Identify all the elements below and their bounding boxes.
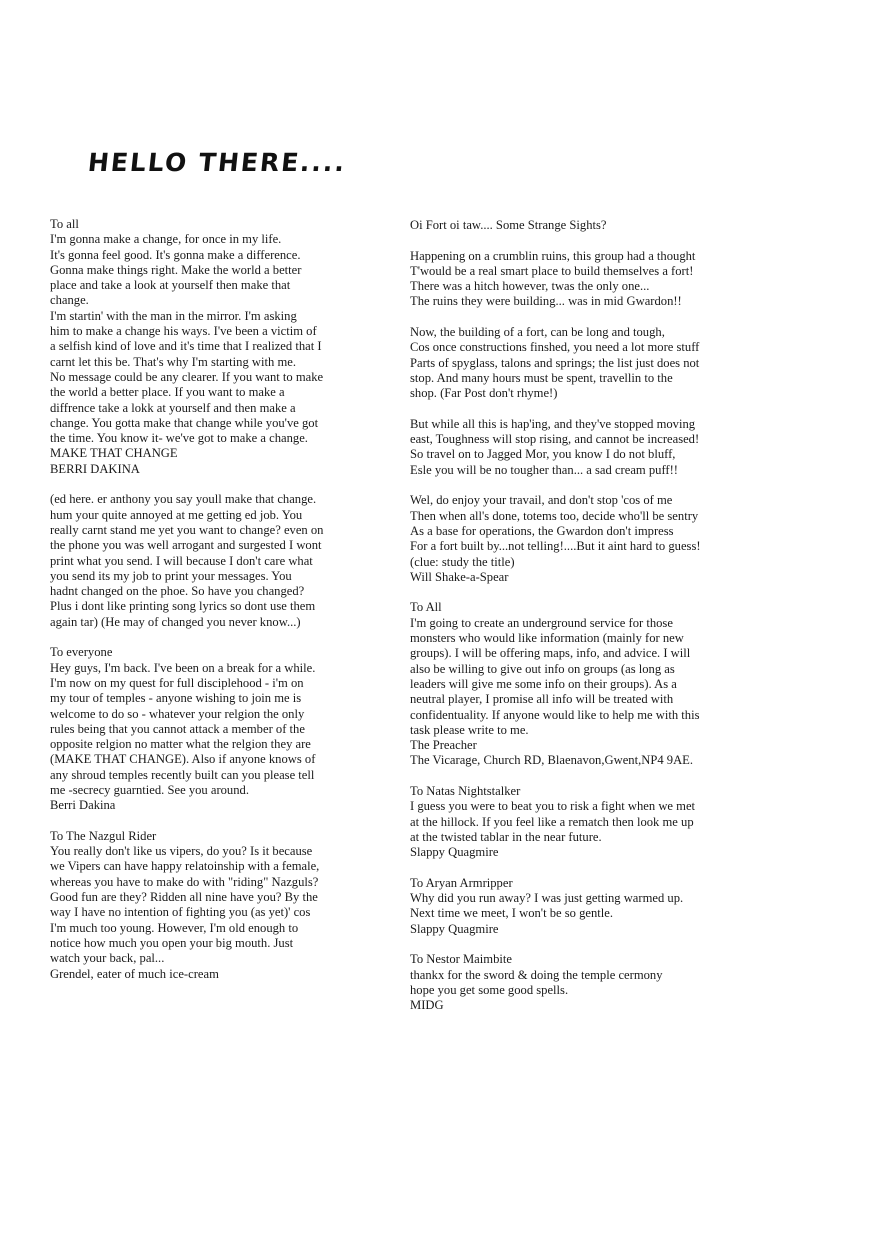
text-line: shop. (Far Post don't rhyme!) (410, 386, 558, 401)
text-line: (ed here. er anthony you say youll make that change. (50, 492, 317, 507)
text-line: Gonna make things right. Make the world a better (50, 262, 302, 277)
text-line: place and take a look at yourself then make that (50, 278, 291, 293)
left-message-3 (50, 645, 390, 813)
text-line: But while all this is hap'ing, and they've stopped moving (410, 416, 696, 431)
text-line: BERRI DAKINA (50, 461, 140, 476)
text-line: So travel on to Jagged Mor, you know I do not bluff, (410, 447, 676, 462)
text-line: Esle you will be no tougher than... a sad cream puff!! (410, 462, 679, 477)
right-column (410, 218, 778, 1029)
text-line: me -secrecy guarntied. See you around. (50, 782, 249, 797)
text-line: Now, the building of a fort, can be long and tough, (410, 325, 665, 340)
text-line: we Vipers can have happy relatoinship with a female, (50, 859, 320, 874)
text-line: hope you get some good spells. (410, 982, 569, 997)
text-line: The Preacher (410, 738, 477, 753)
text-line: T'would be a real smart place to build themselves a fort! (410, 263, 694, 278)
right-message-2 (410, 249, 778, 310)
right-message-8 (410, 876, 778, 937)
right-message-3 (410, 325, 778, 401)
left-message-1 (50, 217, 390, 477)
text-line: To The Nazgul Rider (50, 828, 157, 843)
text-line: Oi Fort oi taw.... Some Strange Sights? (410, 218, 607, 232)
left-column (50, 217, 390, 997)
text-line: him to make a change his ways. I've been a victim of (50, 324, 317, 339)
text-line: print what you send. I will because I don't care what (50, 553, 313, 568)
text-line: I'm going to create an underground service for those (410, 615, 673, 630)
text-line: (MAKE THAT CHANGE). Also if anyone knows of (50, 752, 316, 767)
text-line: No message could be any clearer. If you want to make (50, 369, 324, 384)
text-line: my tour of temples - anyone wishing to join me is (50, 691, 302, 706)
left-message-2 (50, 492, 390, 630)
text-line: monsters who would like information (mainly for new (410, 631, 684, 646)
text-line: I'm gonna make a change, for once in my life. (50, 232, 282, 247)
text-line: MIDG (410, 998, 444, 1013)
left-message-4 (50, 829, 390, 982)
text-line: diffrence take a lokk at yourself and then make a (50, 400, 296, 415)
text-line: way I have no intention of fighting you (as yet)' cos (50, 905, 311, 920)
text-line: As a base for operations, the Gwardon don't impress (410, 523, 674, 538)
right-message-6 (410, 600, 778, 768)
text-line: really carnt stand me yet you want to change? even on (50, 522, 324, 537)
text-line: To all (50, 217, 79, 231)
text-line: at the hillock. If you feel like a rematch then look me up (410, 814, 694, 829)
text-line: Then when all's done, totems too, decide who'll be sentry (410, 508, 699, 523)
text-line: Good fun are they? Ridden all nine have you? By the (50, 890, 318, 905)
text-line: again tar) (He may of changed you never know...) (50, 614, 301, 629)
text-line: It's gonna feel good. It's gonna make a difference. (50, 247, 301, 262)
text-line: welcome to do so - whatever your relgion the only (50, 706, 305, 721)
text-line: Parts of spyglass, talons and springs; the list just does not (410, 355, 700, 370)
text-line: the time. You know it- we've got to make a change. (50, 431, 308, 446)
text-line: Happening on a crumblin ruins, this group had a thought (410, 248, 696, 263)
text-line: confidentuality. If anyone would like to help me with this (410, 707, 700, 722)
text-line: you send its my job to print your messages. You (50, 568, 292, 583)
text-line: Will Shake-a-Spear (410, 569, 509, 584)
text-line: (clue: study the title) (410, 554, 515, 569)
text-line: opposite relgion no matter what the relgion they are (50, 737, 311, 752)
text-line: leaders will give me some info on their groups). As a (410, 676, 677, 691)
text-line: I'm now on my quest for full disciplehood - i'm on (50, 675, 304, 690)
text-line: at the twisted tablar in the near future. (410, 829, 602, 844)
text-line: rules being that you cannot attack a member of the (50, 721, 305, 736)
text-line: To All (410, 600, 442, 615)
right-message-7 (410, 784, 778, 860)
text-line: watch your back, pal... (50, 951, 165, 966)
text-line: Wel, do enjoy your travail, and don't stop 'cos of me (410, 493, 673, 508)
text-line: notice how much you open your big mouth. Just (50, 935, 294, 950)
text-line: To everyone (50, 645, 113, 660)
text-line: task please write to me. (410, 722, 529, 737)
text-line: I'm much too young. However, I'm old enough to (50, 920, 299, 935)
text-line: The Vicarage, Church RD, Blaenavon,Gwent,NP4 9AE. (410, 753, 694, 768)
text-line: Hey guys, I'm back. I've been on a break for a while. (50, 660, 316, 675)
text-line: east, Toughness will stop rising, and cannot be increased! (410, 432, 700, 447)
text-line: To Nestor Maimbite (410, 952, 512, 967)
text-line: groups). I will be offering maps, info, and advice. I will (410, 646, 691, 661)
text-line: Cos once constructions finshed, you need a lot more stuff (410, 340, 700, 355)
text-line: There was a hitch however, twas the only one... (410, 279, 650, 294)
text-line: Slappy Quagmire (410, 845, 499, 860)
right-message-1 (410, 218, 778, 233)
text-line: a selfish kind of love and it's time that I realized that I (50, 339, 322, 354)
text-line: whereas you have to make do with "riding" Nazguls? (50, 874, 319, 889)
text-line: change. You gotta make that change while you've got (50, 415, 319, 430)
text-line: change. (50, 293, 89, 308)
text-line: I'm startin' with the man in the mirror. I'm asking (50, 308, 297, 323)
right-message-5 (410, 493, 778, 585)
right-message-4 (410, 417, 778, 478)
text-line: hadnt changed on the phoe. So have you changed? (50, 584, 305, 599)
text-line: also be willing to give out info on groups (as long as (410, 661, 675, 676)
text-line: To Aryan Armripper (410, 875, 513, 890)
text-line: any shroud temples recently built can you please tell (50, 767, 315, 782)
text-line: MAKE THAT CHANGE (50, 446, 178, 461)
text-line: You really don't like us vipers, do you? Is it because (50, 844, 313, 859)
text-line: the world a better place. If you want to make a (50, 385, 285, 400)
text-line: To Natas Nightstalker (410, 783, 521, 798)
text-line: neutral player, I promise all info will be treated with (410, 692, 674, 707)
right-message-9 (410, 952, 778, 1013)
text-line: thankx for the sword & doing the temple cermony (410, 967, 663, 982)
text-line: hum your quite annoyed at me getting ed job. You (50, 507, 303, 522)
text-line: Why did you run away? I was just getting warmed up. (410, 891, 684, 906)
text-line: For a fort built by...not telling!....But it aint hard to guess! (410, 539, 701, 554)
text-line: the phone you was well arrogant and surgested I wont (50, 538, 322, 553)
text-line: stop. And many hours must be spent, travellin to the (410, 370, 673, 385)
text-line: Slappy Quagmire (410, 921, 499, 936)
text-line: The ruins they were building... was in mid Gwardon!! (410, 294, 682, 309)
text-line: carnt let this be. That's why I'm starting with me. (50, 354, 296, 369)
text-line: Next time we meet, I won't be so gentle. (410, 906, 614, 921)
text-line: Plus i dont like printing song lyrics so dont use them (50, 599, 316, 614)
text-line: Berri Dakina (50, 798, 116, 813)
text-line: I guess you were to beat you to risk a fight when we met (410, 799, 696, 814)
page-heading: HELLO THERE.... (86, 148, 348, 177)
text-line: Grendel, eater of much ice-cream (50, 966, 219, 981)
